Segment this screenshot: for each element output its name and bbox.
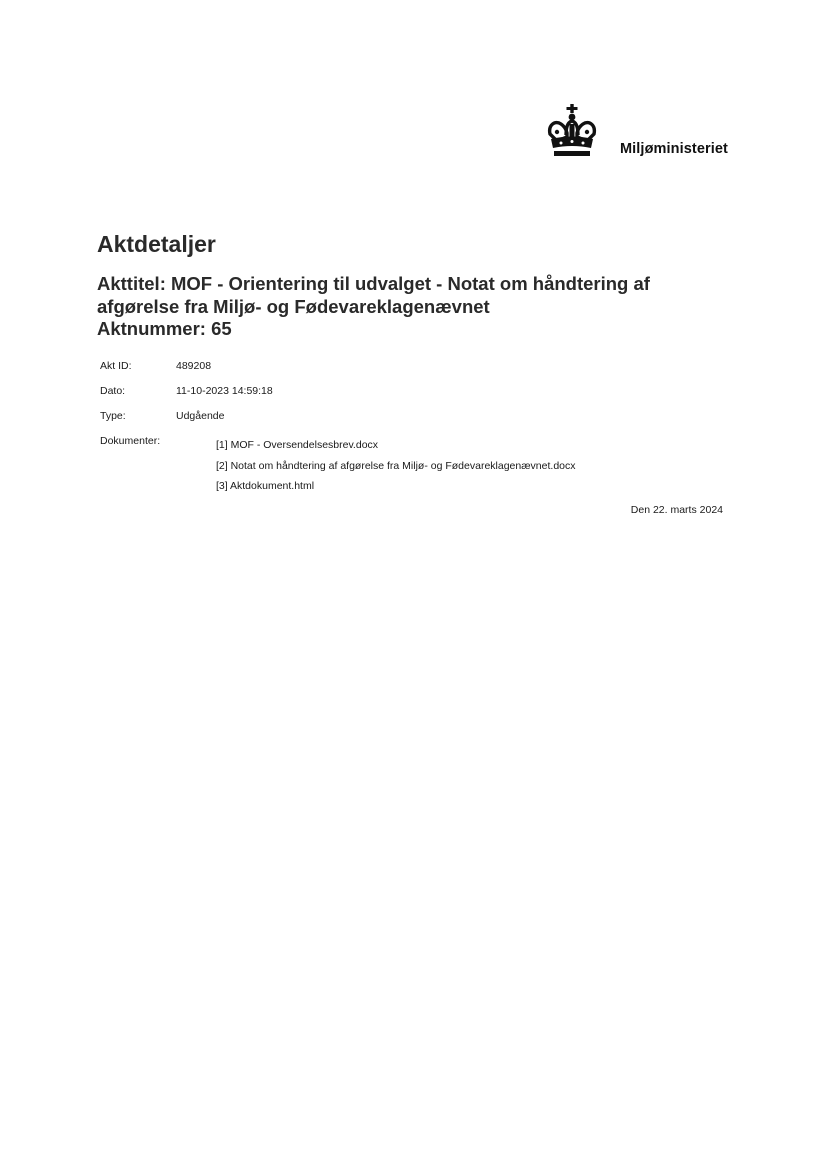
detail-label: Dokumenter:: [100, 435, 161, 447]
detail-value: Udgående: [176, 410, 225, 422]
detail-value: 489208: [176, 360, 212, 372]
ministry-name: Miljøministeriet: [620, 141, 728, 157]
detail-label: Akt ID:: [100, 360, 132, 372]
act-title-line-1: Akttitel: MOF - Orientering til udvalget - Notat om håndtering af: [97, 273, 650, 294]
detail-label: Type:: [100, 410, 126, 422]
detail-label: Dato:: [100, 385, 126, 397]
crown-icon: [546, 104, 598, 158]
document-item: [3] Aktdokument.html: [216, 480, 315, 492]
act-title-block: [97, 273, 737, 341]
ministry-logo: [546, 104, 746, 160]
act-number: Aktnummer: 65: [97, 318, 232, 339]
page-title: Aktdetaljer: [97, 231, 216, 257]
document-item: [1] MOF - Oversendelsesbrev.docx: [216, 439, 379, 451]
document-item: [2] Notat om håndtering af afgørelse fra Miljø- og Fødevareklagenævnet.docx: [216, 459, 576, 472]
act-title-line-2: afgørelse fra Miljø- og Fødevareklagenævnet: [97, 295, 490, 317]
document-list: [216, 435, 576, 497]
detail-value: 11-10-2023 14:59:18: [176, 385, 273, 397]
print-date: Den 22. marts 2024: [630, 504, 723, 516]
